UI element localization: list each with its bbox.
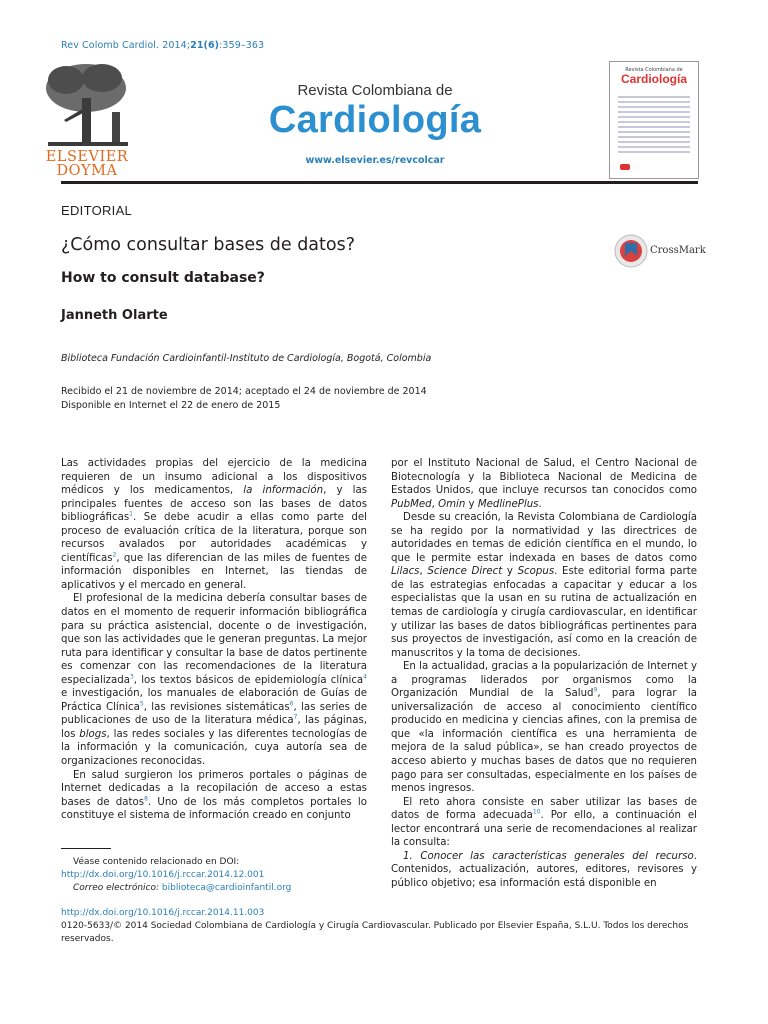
paragraph: El profesional de la medicina debería consultar bases de datos en el momento de requerir información bibliográfica para su práctica asistencial, docente o de investigación, que son las actividades que le generan preguntas. La mejor ruta para identificar y consultar la base de datos pertinente es comenzar con las recomendaciones de la literatura especializada$^3$, los textos básicos de epidemiología clínica$^4$ e investigación, los manuales de elaboración de Guías de Práctica Clínica$^5$, las revisiones sistemáticas$^6$, las series de publicaciones de uso de la literatura médica$^7$, las páginas, los blogs, las redes sociales y las diferentes tecnologías de la información y la comunicación, cuya autoría sea de organizaciones reconocidas. xyxy=(61,593,367,768)
paragraph: Desde su creación, la Revista Colombiana de Cardiología se ha regido por la normatividad y las directrices de autoridades en temas de edición científica en el mundo, lo que le permite estar indexada en bases de datos como Lilacs, Science Direct y Scopus. Este editorial forma parte de las estrategias enfocadas a capacitar y educar a los especialistas que la usan en su rutina de actualización en temas de cardiología y cirugía cardiovascular, en identificar y utilizar las bases de datos bibliográficas pertinentes para sus proyectos de investigación, así como en la creación de manuscritos y la toma de decisiones. xyxy=(391,512,697,659)
crossmark-icon xyxy=(614,234,648,268)
reference-link[interactable]: 6 xyxy=(289,700,294,708)
received-date: Recibido el 21 de noviembre de 2014; aceptado el 24 de noviembre de 2014 xyxy=(61,386,427,397)
reference-link[interactable]: 1 xyxy=(129,510,133,518)
paragraph: En salud surgieron los primeros portales o páginas de Internet dedicadas a la recopilación de acceso a estas bases de datos$^8$. Uno de los más completos portales lo constituye el sistema de información creado en conjunto xyxy=(61,769,367,822)
publisher-line1: ELSEVIER xyxy=(45,149,129,165)
cover-badge xyxy=(620,164,630,170)
citation-pages: :359–363 xyxy=(219,40,265,51)
footnote-rule xyxy=(61,848,111,849)
reference-link[interactable]: 2 xyxy=(112,551,117,559)
paragraph: El reto ahora consiste en saber utilizar las bases de datos de forma adecuada$^{10}$. Por ello, a continuación el lector encontrará una serie de recomendaciones al realizar la consulta: xyxy=(391,796,698,849)
article-title-en: How to consult database? xyxy=(61,270,265,286)
header-rule xyxy=(61,181,698,184)
email-note: Correo electrónico: biblioteca@cardioinfantil.org xyxy=(73,883,292,893)
body-column-right xyxy=(391,457,697,891)
reference-link[interactable]: 5 xyxy=(139,700,144,708)
cover-title: Cardiología xyxy=(620,72,687,86)
article-doi-link[interactable]: http://dx.doi.org/10.1016/j.rccar.2014.11.003 xyxy=(61,908,265,918)
journal-masthead xyxy=(195,82,555,166)
cover-content-lines xyxy=(618,96,690,156)
citation-volume: 21(6) xyxy=(190,40,220,51)
journal-url-link[interactable]: www.elsevier.es/revcolcar xyxy=(305,155,445,166)
author-name: Janneth Olarte xyxy=(61,308,168,323)
journal-subtitle: Revista Colombiana de xyxy=(297,82,453,99)
citation-journal: Rev Colomb Cardiol. 2014; xyxy=(61,40,191,51)
cover-subtitle: Revista Colombiana de xyxy=(625,67,683,73)
publisher-line2: DOYMA xyxy=(56,163,118,179)
related-doi-link[interactable]: http://dx.doi.org/10.1016/j.rccar.2014.12.001 xyxy=(61,870,265,880)
reference-link[interactable]: 3 xyxy=(129,673,134,681)
reference-link[interactable]: 9 xyxy=(593,686,598,694)
section-label: EDITORIAL xyxy=(61,203,133,218)
paragraph: 1. Conocer las características generales del recurso. Contenidos, actualización, autores, editores, revisores y público objetivo; esa información está disponible en xyxy=(391,850,697,889)
journal-title: Cardiología xyxy=(268,99,482,141)
journal-citation[interactable] xyxy=(61,40,264,51)
body-column-left xyxy=(61,457,367,823)
crossmark-label: CrossMark xyxy=(650,245,706,256)
available-date: Disponible en Internet el 22 de enero de 2015 xyxy=(61,400,281,411)
publisher-wordmark xyxy=(28,150,146,178)
author-email-link[interactable]: biblioteca@cardioinfantil.org xyxy=(161,883,292,893)
article-dates xyxy=(61,385,427,413)
copyright-notice: 0120-5633/© 2014 Sociedad Colombiana de Cardiología y Cirugía Cardiovascular. Publicado por Elsevier España, S.L.U. Todos los derechos reservados. xyxy=(61,921,689,944)
paragraph: por el Instituto Nacional de Salud, el Centro Nacional de Biotecnología y la Biblioteca Nacional de Medicina de Estados Unidos, que incluye recursos tan conocidos como PubMed, Omin y MedlinePlus. xyxy=(391,458,697,510)
author-affiliation: Biblioteca Fundación Cardioinfantil-Instituto de Cardiología, Bogotá, Colombia xyxy=(61,353,432,364)
article-title-es: ¿Cómo consultar bases de datos? xyxy=(61,235,356,255)
reference-link[interactable]: 8 xyxy=(144,795,148,803)
reference-link[interactable]: 10 xyxy=(532,808,541,816)
reference-link[interactable]: 4 xyxy=(363,673,367,681)
reference-link[interactable]: 7 xyxy=(293,714,298,721)
crossmark-button[interactable] xyxy=(614,234,704,270)
footnote xyxy=(61,856,367,895)
journal-cover-thumbnail xyxy=(609,61,699,179)
paragraph: Las actividades propias del ejercicio de la medicina requieren de un insumo adicional a los dispositivos médicos y los medicamentos, la información, y las principales fuentes de acceso son las bases de datos bibliográficas$^1$. Se debe acudir a ellas como parte del proceso de evaluación crítica de la literatura, porque son recursos avalados por autoridades académicas y científicas$^2$, que las diferencian de las miles de fuentes de información disponibles en Internet, las tiendas de aplicativos y el mercado en general. xyxy=(61,458,367,591)
related-content-note: Véase contenido relacionado en DOI: http://dx.doi.org/10.1016/j.rccar.2014.12.001 xyxy=(61,857,265,880)
paragraph: En la actualidad, gracias a la popularización de Internet y a programas liderados por organismos como la Organización Mundial de la Salud$^9$, para lograr la universalización de acceso al conocimiento científico producido en medicina y ciencias afines, con la premisa de que «la información científica es una herramienta de mejora de la salud pública», se han creado proyectos de acceso abierto y muchas bases de datos que no requieren pago para ser consultadas, especialmente en los países de menos ingresos. xyxy=(391,661,697,795)
